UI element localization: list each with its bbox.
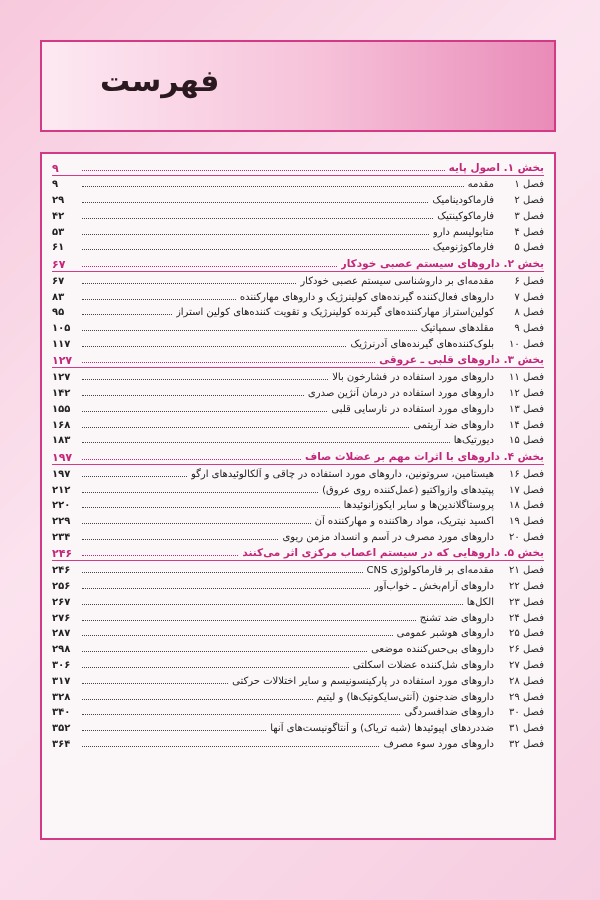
dot-leader	[82, 588, 370, 589]
section-page: ۶۷	[52, 257, 66, 271]
dot-leader	[82, 539, 278, 540]
chapter-row	[52, 176, 544, 192]
section-page: ۹	[52, 161, 59, 175]
chapter-page: ۹	[52, 179, 59, 191]
chapter-row	[52, 672, 544, 688]
dot-leader	[82, 266, 337, 267]
chapter-title: دیورتیک‌ها	[453, 435, 494, 447]
chapter-row	[52, 497, 544, 513]
chapter-row	[52, 704, 544, 720]
chapter-row	[52, 207, 544, 223]
dot-leader	[82, 746, 379, 747]
chapter-row	[52, 561, 544, 577]
chapter-page: ۱۸۳	[52, 435, 71, 447]
section-page: ۱۲۷	[52, 354, 73, 368]
chapter-title: داروهای مورد استفاده در پارکینسونیسم و سایر اختلالات حرکتی	[232, 675, 494, 687]
chapter-title: مقدمه‌ای بر داروشناسی سیستم عصبی خودکار	[300, 275, 494, 287]
chapter-page: ۲۹	[52, 195, 65, 207]
chapter-number: فصل ۷	[514, 291, 544, 303]
chapter-row	[52, 288, 544, 304]
dot-leader	[82, 714, 400, 715]
dot-leader	[82, 411, 327, 412]
chapter-title: بلوک‌کننده‌های گیرنده‌های آدرنرژیک	[350, 338, 494, 350]
chapter-title: داروهای مورد سوء مصرف	[383, 739, 494, 750]
section-heading	[52, 254, 544, 272]
dot-leader	[82, 379, 328, 380]
chapter-page: ۲۱۲	[52, 484, 71, 496]
chapter-title: داروهای مورد استفاده در فشارخون بالا	[332, 372, 494, 384]
chapter-number: فصل ۴	[514, 226, 544, 238]
dot-leader	[82, 170, 445, 171]
chapter-row	[52, 719, 544, 735]
chapter-row	[52, 735, 544, 751]
chapter-row	[52, 400, 544, 416]
chapter-page: ۱۵۵	[52, 403, 71, 415]
chapter-number: فصل ۳۰	[509, 707, 544, 719]
dot-leader	[82, 427, 409, 428]
dot-leader	[82, 523, 311, 524]
chapter-row	[52, 191, 544, 207]
chapter-title: پروستاگلاندین‌ها و سایر ایکوزانوئیدها	[343, 500, 494, 512]
dot-leader	[82, 476, 187, 477]
chapter-title: پپتیدهای وازواکتیو (عمل‌کننده روی عروق)	[322, 484, 494, 496]
chapter-page: ۴۲	[52, 210, 65, 222]
chapter-page: ۲۶۷	[52, 596, 71, 608]
dot-leader	[82, 442, 450, 443]
chapter-page: ۳۲۸	[52, 691, 71, 703]
chapter-number: فصل ۱۴	[509, 419, 544, 431]
chapter-title: مقلدهای سمپاتیک	[420, 323, 494, 335]
chapter-title: داروهای فعال‌کننده گیرنده‌های کولینرژیک و داروهای مهارکننده	[239, 291, 494, 303]
dot-leader	[82, 555, 238, 556]
section-heading	[52, 447, 544, 465]
dot-leader	[82, 620, 416, 621]
chapter-row	[52, 384, 544, 400]
chapter-number: فصل ۵	[514, 242, 544, 254]
dot-leader	[82, 395, 304, 396]
chapter-title: داروهای ضد آریتمی	[413, 419, 494, 431]
chapter-page: ۳۰۶	[52, 660, 71, 672]
chapter-title: متابولیسم دارو	[432, 226, 494, 238]
dot-leader	[82, 234, 429, 235]
dot-leader	[82, 330, 417, 331]
chapter-number: فصل ۱۰	[509, 338, 544, 350]
chapter-page: ۲۲۰	[52, 500, 71, 512]
chapter-number: فصل ۱۳	[509, 403, 544, 415]
chapter-page: ۲۷۶	[52, 612, 71, 624]
section-label: بخش ۵. داروهایی که در سیستم اعصاب مرکزی اثر می‌کنند	[242, 547, 544, 560]
chapter-row	[52, 223, 544, 239]
chapter-number: فصل ۱۷	[509, 484, 544, 496]
chapter-number: فصل ۲۲	[509, 581, 544, 593]
chapter-page: ۵۳	[52, 226, 65, 238]
section-label: بخش ۳. داروهای قلبی ـ عروقی	[379, 354, 544, 367]
chapter-title: ضددردهای اپیوئیدها (شبه تریاک) و آنتاگونیست‌های آنها	[270, 723, 494, 735]
chapter-row	[52, 593, 544, 609]
chapter-number: فصل ۳۲	[509, 739, 544, 750]
chapter-title: داروهای هوشبر عمومی	[396, 628, 494, 640]
dot-leader	[82, 459, 301, 460]
chapter-page: ۱۹۷	[52, 468, 71, 480]
dot-leader	[82, 604, 463, 605]
chapter-title: کولین‌استراز مهارکننده‌های گیرنده کولینرژیک و تقویت کننده‌های کولین استراز	[175, 307, 494, 319]
chapter-page: ۱۴۲	[52, 388, 71, 400]
chapter-number: فصل ۲۱	[509, 565, 544, 577]
dot-leader	[82, 492, 318, 493]
chapter-number: فصل ۸	[514, 307, 544, 319]
chapter-page: ۲۹۸	[52, 644, 71, 656]
chapter-row	[52, 577, 544, 593]
chapter-title: داروهای ضدافسردگی	[404, 707, 494, 719]
chapter-number: فصل ۲۰	[509, 531, 544, 543]
chapter-row	[52, 304, 544, 320]
chapter-title: مقدمه‌ای بر فارماکولوژی CNS	[366, 565, 494, 577]
chapter-title: داروهای مورد استفاده در نارسایی قلبی	[331, 403, 494, 415]
dot-leader	[82, 186, 464, 187]
chapter-number: فصل ۲۵	[509, 628, 544, 640]
chapter-number: فصل ۱۹	[509, 516, 544, 528]
chapter-page: ۳۶۴	[52, 739, 71, 750]
chapter-number: فصل ۲۷	[509, 660, 544, 672]
chapter-page: ۶۱	[52, 242, 65, 254]
chapter-title: داروهای مورد استفاده در درمان آنژین صدری	[307, 388, 494, 400]
chapter-title: هیستامین، سروتونین، داروهای مورد استفاده در چاقی و آلکالوئیدهای ارگو	[190, 468, 494, 480]
section-heading	[52, 158, 544, 176]
chapter-number: فصل ۳	[514, 210, 544, 222]
chapter-page: ۲۸۷	[52, 628, 71, 640]
chapter-number: فصل ۱۲	[509, 388, 544, 400]
chapter-row	[52, 368, 544, 384]
chapter-title: داروهای شل‌کننده عضلات اسکلتی	[352, 660, 494, 672]
chapter-number: فصل ۹	[514, 323, 544, 335]
section-label: بخش ۲. داروهای سیستم عصبی خودکار	[340, 257, 544, 270]
chapter-title: داروهای آرام‌بخش ـ خواب‌آور	[373, 581, 494, 593]
chapter-title: الکل‌ها	[466, 596, 494, 608]
chapter-page: ۳۱۷	[52, 675, 71, 687]
table-of-contents	[40, 152, 556, 840]
chapter-number: فصل ۱۶	[509, 468, 544, 480]
chapter-row	[52, 625, 544, 641]
chapter-page: ۹۵	[52, 307, 65, 319]
chapter-row	[52, 656, 544, 672]
chapter-page: ۱۰۵	[52, 323, 71, 335]
chapter-number: فصل ۲۳	[509, 596, 544, 608]
dot-leader	[82, 299, 236, 300]
dot-leader	[82, 635, 393, 636]
section-page: ۱۹۷	[52, 450, 73, 464]
chapter-title: مقدمه	[467, 179, 494, 191]
chapter-title: فارماکوکینتیک	[437, 210, 494, 222]
dot-leader	[82, 202, 428, 203]
chapter-number: فصل ۲	[514, 195, 544, 207]
section-page: ۲۴۶	[52, 547, 73, 561]
dot-leader	[82, 572, 363, 573]
chapter-page: ۲۳۴	[52, 531, 71, 543]
chapter-page: ۳۴۰	[52, 707, 71, 719]
chapter-row	[52, 416, 544, 432]
chapter-row	[52, 465, 544, 481]
page-title: فهرست	[100, 64, 220, 99]
chapter-number: فصل ۱۵	[509, 435, 544, 447]
dot-leader	[82, 699, 313, 700]
chapter-row	[52, 528, 544, 544]
chapter-row	[52, 640, 544, 656]
chapter-title: داروهای مورد مصرف در آسم و انسداد مزمن ریوی	[282, 531, 494, 543]
dot-leader	[82, 218, 433, 219]
chapter-row	[52, 512, 544, 528]
chapter-number: فصل ۱	[514, 179, 544, 191]
dot-leader	[82, 283, 296, 284]
chapter-page: ۸۳	[52, 291, 65, 303]
chapter-page: ۱۲۷	[52, 372, 71, 384]
dot-leader	[82, 249, 429, 250]
chapter-row	[52, 335, 544, 351]
chapter-page: ۲۵۶	[52, 581, 71, 593]
section-heading	[52, 544, 544, 562]
chapter-page: ۳۵۲	[52, 723, 71, 735]
chapter-title: داروهای ضد تشنج	[419, 612, 494, 624]
chapter-row	[52, 319, 544, 335]
chapter-page: ۱۱۷	[52, 338, 71, 350]
dot-leader	[82, 314, 172, 315]
dot-leader	[82, 730, 266, 731]
section-heading	[52, 351, 544, 369]
dot-leader	[82, 683, 228, 684]
chapter-row	[52, 688, 544, 704]
dot-leader	[82, 667, 349, 668]
chapter-row	[52, 609, 544, 625]
chapter-number: فصل ۳۱	[509, 723, 544, 735]
chapter-number: فصل ۲۴	[509, 612, 544, 624]
chapter-title: داروهای بی‌حس‌کننده موضعی	[371, 644, 494, 656]
title-banner	[40, 40, 556, 132]
chapter-number: فصل ۲۸	[509, 675, 544, 687]
chapter-title: فارماکوژنومیک	[432, 242, 494, 254]
dot-leader	[82, 651, 367, 652]
section-label: بخش ۴. داروهای با اثرات مهم بر عضلات صاف	[305, 450, 544, 463]
dot-leader	[82, 362, 375, 363]
chapter-row	[52, 272, 544, 288]
chapter-page: ۶۷	[52, 275, 65, 287]
chapter-number: فصل ۶	[514, 275, 544, 287]
chapter-page: ۲۴۶	[52, 565, 71, 577]
chapter-number: فصل ۲۶	[509, 644, 544, 656]
chapter-row	[52, 432, 544, 448]
chapter-number: فصل ۲۹	[509, 691, 544, 703]
dot-leader	[82, 507, 340, 508]
section-label: بخش ۱. اصول پایه	[448, 161, 544, 174]
chapter-title: اکسید نیتریک، مواد رهاکننده و مهارکننده آن	[314, 516, 494, 528]
dot-leader	[82, 346, 346, 347]
chapter-row	[52, 481, 544, 497]
chapter-title: فارماکودینامیک	[432, 195, 494, 207]
chapter-title: داروهای ضدجنون (آنتی‌سایکوتیک‌ها) و لیتیم	[316, 691, 494, 703]
chapter-row	[52, 239, 544, 255]
chapter-page: ۱۶۸	[52, 419, 71, 431]
chapter-number: فصل ۱۱	[509, 372, 544, 384]
chapter-page: ۲۲۹	[52, 516, 71, 528]
chapter-number: فصل ۱۸	[509, 500, 544, 512]
